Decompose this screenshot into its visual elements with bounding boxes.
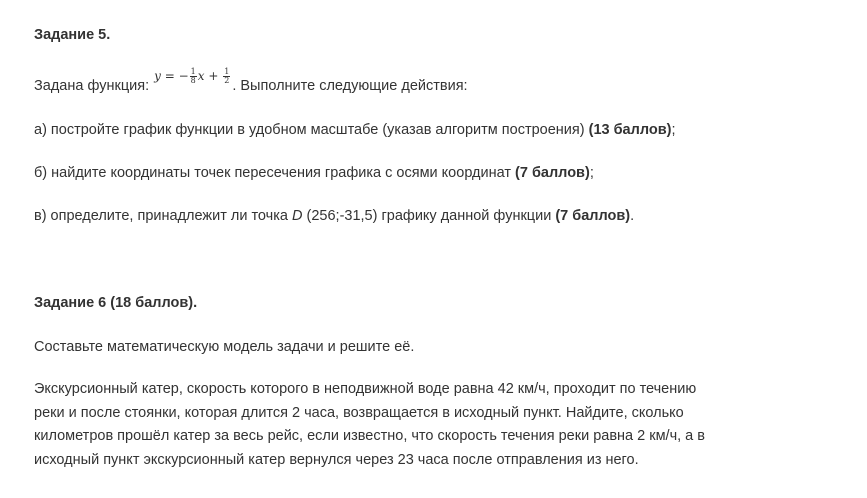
task5-heading: Задание 5. <box>34 27 111 43</box>
task6-heading: Задание 6 (18 баллов). <box>34 295 198 311</box>
points-badge: (7 баллов) <box>555 208 631 224</box>
task5-intro <box>34 67 468 95</box>
problem-line: километров прошёл катер за весь рейс, если известно, что скорость течения реки равна 2 км/ч, а в <box>34 428 705 444</box>
point-label: D <box>292 208 303 224</box>
task5-intro-prefix: Задана функция: <box>34 78 154 94</box>
task6-problem <box>34 378 794 472</box>
task6-instruction: Составьте математическую модель задачи и решите её. <box>34 339 415 355</box>
points-badge: (7 баллов) <box>515 165 590 181</box>
problem-line: Экскурсионный катер, скорость которого в неподвижной воде равна 42 км/ч, проходит по течению <box>34 381 697 397</box>
fraction-one-half: $\frac{1}{2}$ <box>224 67 230 85</box>
problem-line: реки и после стоянки, которая длится 2 часа, возвращается в исходный пункт. Найдите, сколько <box>34 404 684 421</box>
task5-item-a: а) постройте график функции в удобном масштабе (указав алгоритм построения) (13 баллов); <box>34 122 676 138</box>
task5-item-b: б) найдите координаты точек пересечения графика с осями координат (7 баллов); <box>34 165 594 181</box>
fraction-one-eighth: $\frac{1}{8}$ <box>190 67 196 85</box>
points-badge: (13 баллов) <box>588 122 672 138</box>
task5-item-c: в) определите, принадлежит ли точка D (256;-31,5) графику данной функции (7 баллов). <box>34 208 635 224</box>
function-formula: y = − $\frac{1}{8}$ x + $\frac{1}{2}$ <box>154 67 230 85</box>
task5-intro-suffix: . Выполните следующие действия: <box>232 78 468 94</box>
problem-line: исходный пункт экскурсионный катер вернулся через 23 часа после отправления из него. <box>34 451 639 468</box>
